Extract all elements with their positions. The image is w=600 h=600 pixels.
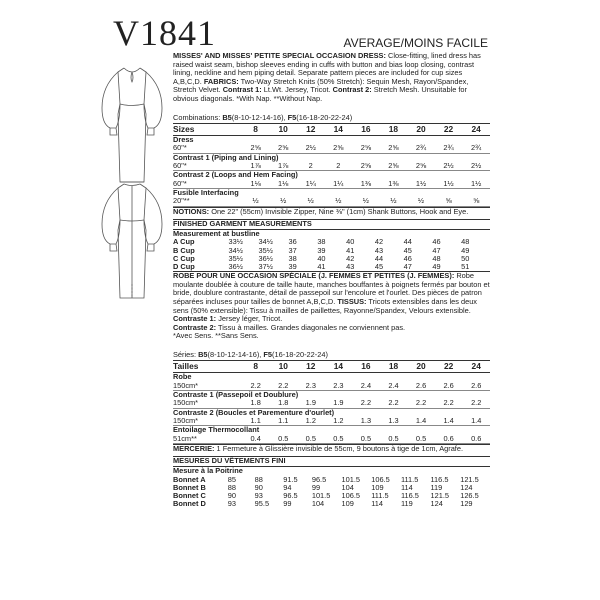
yardage-cell: ½ (380, 197, 408, 206)
yardage-cell: 0.6 (435, 435, 463, 444)
yardage-cell: 1¼ (325, 180, 353, 189)
yardage-row: 150cm* 1.1 1.1 1.2 1.2 1.3 1.3 1.4 1.4 1.4 (173, 417, 490, 426)
fabrics-body: Two-Way Stretch Knits (50% Stretch): Sequin Mesh, Rayon/Spandex, Stretch Velvet. (173, 76, 469, 95)
pattern-info-sheet (173, 52, 490, 508)
yardage-cell: 1½ (462, 180, 490, 189)
yardage-row: 20"** ½ ½ ½ ½ ½ ½ ½ ⅝ ⅝ (173, 197, 490, 206)
measurement-cell: 93 (254, 491, 263, 501)
measurement-cell: 43 (374, 245, 384, 255)
yardage-cell: 2⅝ (380, 144, 408, 153)
yardage-cell: 1.2 (325, 417, 353, 426)
yardage-row: 150cm* 2.2 2.2 2.3 2.3 2.4 2.4 2.6 2.6 2.6 (173, 382, 490, 391)
size-header: 18 (380, 361, 408, 373)
measurement-cell: 47 (432, 245, 441, 255)
measurement-cell: 99 (311, 482, 321, 492)
yardage-cell: 1.8 (242, 399, 270, 408)
yardage-row: 60"* 2⅝ 2⅝ 2½ 2⅝ 2⅝ 2⅝ 2¾ 2¾ 2¾ (173, 144, 490, 153)
french-notions: MERCERIE: 1 Fermeture à Glissière invisible de 55cm, 9 boutons à tige de 1cm, Agrafe. (173, 444, 490, 454)
yardage-cell: 2.2 (462, 399, 490, 408)
yardage-row: 150cm* 1.8 1.8 1.9 1.9 2.2 2.2 2.2 2.2 2.2 (173, 399, 490, 408)
size-header: 16 (352, 361, 380, 373)
measurement-cell: 114 (371, 499, 384, 509)
measurement-cell: 35½ (258, 245, 273, 255)
yardage-cell: 1⅛ (242, 180, 270, 189)
french-measurements-subtitle: Mesure à la Poitrine (173, 466, 243, 476)
yardage-cell: 2.2 (380, 399, 408, 408)
cup-label: D Cup (173, 261, 195, 271)
yardage-cell: ⅝ (435, 197, 463, 206)
measurement-cell: 88 (227, 482, 237, 492)
measurement-cell: 99 (283, 499, 292, 509)
measurement-cell: 47 (403, 261, 412, 271)
french-yardage-table (173, 361, 490, 443)
measurement-cell: 101.5 (341, 474, 361, 484)
yardage-cell: 0.4 (242, 435, 270, 444)
measurement-row (173, 238, 490, 246)
measurement-cell: 124 (460, 482, 473, 492)
size-header: 8 (242, 124, 270, 136)
contrast1-label: Contrast 1: (222, 85, 262, 95)
yardage-cell: 1.3 (352, 417, 380, 426)
measurement-cell: 94 (283, 482, 292, 492)
yardage-section-title: Contraste 1 (Passepoil et Doublure) (173, 390, 299, 400)
measurement-cell: 88 (254, 474, 263, 484)
contrast2-label: Contrast 2: (332, 85, 372, 95)
yardage-cell: 1.3 (380, 417, 408, 426)
measurement-cell: 33½ (228, 237, 243, 247)
measurement-cell: 116.5 (400, 491, 419, 501)
measurement-cell: 119 (430, 482, 443, 492)
yardage-cell: 1¼ (297, 180, 325, 189)
measurement-cell: 45 (374, 261, 384, 271)
measurement-cell: 42 (374, 237, 384, 247)
yardage-section-title: Contraste 2 (Boucles et Parementure d'ourlet) (173, 407, 335, 417)
measurement-cell: 50 (461, 253, 470, 263)
size-header: 8 (242, 361, 270, 373)
measurement-cell: 104 (311, 499, 325, 509)
contrast2-body: Stretch Mesh. Unsuitable for obvious diagonals. *With Nap. **Without Nap. (173, 85, 467, 103)
yardage-cell: 2⅝ (325, 144, 353, 153)
yardage-section-title: Contrast 1 (Piping and Lining) (173, 152, 279, 162)
sizes-header-row: Tailles 8 10 12 14 16 18 20 22 24 (173, 361, 490, 373)
size-header: 10 (269, 124, 297, 136)
yardage-cell: 2.6 (462, 382, 490, 391)
combinations-line: Combinations: B5(8-10-12-14-16), F5(16-18-20-22-24) (173, 114, 490, 125)
size-header: 14 (325, 124, 353, 136)
measurement-cell: 48 (461, 237, 470, 247)
english-yardage-table (173, 124, 490, 206)
measurement-cell: 91.5 (283, 474, 298, 484)
measurement-cell: 101.5 (311, 491, 331, 501)
yardage-cell: 1.9 (297, 399, 325, 408)
measurement-cell: 46 (403, 253, 412, 263)
difficulty-level: AVERAGE/MOINS FACILE (343, 36, 488, 50)
measurement-cell: 34½ (258, 237, 273, 247)
measurement-cell: 39 (317, 245, 326, 255)
measurement-cell: 106.5 (341, 491, 361, 501)
measurement-cell: 126.5 (460, 491, 479, 501)
size-header: 10 (269, 361, 297, 373)
measurement-cell: 43 (346, 261, 355, 271)
yardage-cell: 1.4 (462, 417, 490, 426)
measurement-cell: 121.5 (430, 491, 449, 501)
measurement-cell: 38 (288, 253, 297, 263)
measurement-row (173, 263, 490, 271)
yardage-cell: 1½ (435, 180, 463, 189)
size-header: 22 (435, 361, 463, 373)
french-measurements-table (173, 476, 490, 509)
yardage-cell: 2 (325, 162, 353, 171)
measurement-cell: 121.5 (460, 474, 479, 484)
yardage-section-title: Fusible Interfacing (173, 187, 239, 197)
yardage-cell: 2⅝ (352, 144, 380, 153)
size-header: 18 (380, 124, 408, 136)
measurement-cell: 90 (254, 482, 263, 492)
yardage-cell: 1.4 (435, 417, 463, 426)
measurement-cell: 85 (227, 474, 237, 484)
yardage-cell: 2.2 (435, 399, 463, 408)
yardage-cell: 0.5 (269, 435, 297, 444)
cup-label: A Cup (173, 237, 195, 247)
size-header: 16 (352, 124, 380, 136)
measurement-cell: 129 (460, 499, 473, 509)
yardage-row: 51cm** 0.4 0.5 0.5 0.5 0.5 0.5 0.5 0.6 0.6 (173, 435, 490, 444)
measurement-cell: 95.5 (254, 499, 270, 509)
yardage-row: 60"* 1⅞ 1⅞ 2 2 2⅝ 2⅝ 2⅝ 2½ 2½ (173, 162, 490, 171)
measurement-cell: 116.5 (430, 474, 449, 484)
yardage-cell: 2.4 (380, 382, 408, 391)
yardage-cell: 1⅛ (269, 180, 297, 189)
english-description (173, 52, 490, 104)
yardage-cell: 0.5 (380, 435, 408, 444)
size-header: 24 (462, 124, 490, 136)
yardage-cell: 2.6 (407, 382, 435, 391)
yardage-cell: 2.3 (325, 382, 353, 391)
yardage-cell: 1.8 (269, 399, 297, 408)
yardage-cell: 0.5 (297, 435, 325, 444)
measurement-row (173, 247, 490, 255)
yardage-cell: 2⅝ (269, 144, 297, 153)
measurement-cell: 41 (346, 245, 355, 255)
size-header: 14 (325, 361, 353, 373)
yardage-cell: 2.2 (352, 399, 380, 408)
yardage-section-title: Contrast 2 (Loops and Hem Facing) (173, 170, 298, 180)
measurement-cell: 49 (432, 261, 441, 271)
fabrics-label: FABRICS: (203, 76, 239, 86)
measurement-cell: 49 (461, 245, 470, 255)
measurement-cell: 36½ (258, 253, 273, 263)
measurement-cell: 44 (403, 237, 412, 247)
description-body: Close-fitting, lined dress has raised waist seam, bishop sleeves ending in cuffs with button and bias loop closing, contrast lining, neckline and hem piping detail. Separate pattern pieces are included for cup sizes A,B,C,D. (173, 51, 481, 86)
measurement-cell: 96.5 (311, 474, 327, 484)
size-header: 12 (297, 124, 325, 136)
measurement-cell: 41 (317, 261, 326, 271)
yardage-cell: 2¾ (435, 144, 463, 153)
yardage-cell: 2⅝ (352, 162, 380, 171)
measurement-cell: 114 (400, 482, 413, 492)
yardage-cell: 0.6 (462, 435, 490, 444)
measurement-cell: 104 (341, 482, 354, 492)
measurement-cell: 40 (346, 237, 355, 247)
yardage-cell: 2¾ (462, 144, 490, 153)
english-measurements-table (173, 238, 490, 271)
contrast1-body: Lt.Wt. Jersey, Tricot. (263, 85, 331, 95)
yardage-cell: ⅝ (462, 197, 490, 206)
measurement-cell: 37½ (258, 261, 273, 271)
english-measurements-subtitle: Measurement at bustline (173, 228, 260, 238)
yardage-cell: 1.4 (407, 417, 435, 426)
cup-label: Bonnet C (173, 491, 206, 501)
yardage-cell: 2½ (462, 162, 490, 171)
measurement-cell: 93 (227, 499, 237, 509)
size-header: 22 (435, 124, 463, 136)
size-header: 20 (407, 361, 435, 373)
series-line: Séries: B5(8-10-12-14-16), F5(16-18-20-22-24) (173, 351, 490, 362)
measurement-row (173, 255, 490, 263)
size-header: 24 (462, 361, 490, 373)
english-measurements-title: FINISHED GARMENT MEASUREMENTS (173, 219, 490, 230)
dress-back-sketch (96, 180, 168, 302)
cup-label: Bonnet A (173, 474, 206, 484)
yardage-cell: 1½ (407, 180, 435, 189)
yardage-cell: 0.5 (352, 435, 380, 444)
yardage-cell: 1.2 (297, 417, 325, 426)
measurement-cell: 40 (317, 253, 326, 263)
yardage-cell: ½ (325, 197, 353, 206)
measurement-cell: 124 (430, 499, 443, 509)
yardage-cell: 2⅝ (407, 162, 435, 171)
measurement-row (173, 500, 490, 508)
yardage-cell: 1⅜ (352, 180, 380, 189)
yardage-cell: 2½ (297, 144, 325, 153)
measurement-cell: 45 (403, 245, 412, 255)
yardage-cell: 2.6 (435, 382, 463, 391)
yardage-cell: 1.9 (325, 399, 353, 408)
yardage-cell: 2.2 (269, 382, 297, 391)
cup-label: B Cup (173, 245, 195, 255)
yardage-section-title: Entoilage Thermocollant (173, 425, 260, 435)
cup-label: Bonnet D (173, 499, 206, 509)
measurement-cell: 111.5 (400, 474, 419, 484)
yardage-cell: 1⅜ (380, 180, 408, 189)
description-title: MISSES' AND MISSES' PETITE SPECIAL OCCASION DRESS: (173, 51, 386, 60)
yardage-section-title: Dress (173, 135, 194, 145)
measurement-cell: 35½ (228, 253, 243, 263)
yardage-cell: 2 (297, 162, 325, 171)
measurement-cell: 111.5 (371, 491, 389, 501)
yardage-cell: ½ (352, 197, 380, 206)
measurement-cell: 46 (432, 237, 441, 247)
cup-label: Bonnet B (173, 482, 206, 492)
yardage-cell: 1.1 (242, 417, 270, 426)
measurement-cell: 39 (288, 261, 297, 271)
yardage-cell: 2½ (435, 162, 463, 171)
measurement-cell: 48 (432, 253, 441, 263)
yardage-cell: 2.4 (352, 382, 380, 391)
cup-label: C Cup (173, 253, 195, 263)
french-description: ROBE POUR UNE OCCASION SPÉCIALE (J. FEMMES ET PETITES (J. FEMMES): Robe moulante doublée à couture de taille haute, manches bouffantes à poignets fermés par bouton et bride, doublure contrastante, détail de passepoil sur l'encolure et l'ourlet. Des pièces de patron séparées incluses pour tailles de bonnet A,B,C,D. TISSUS: Tricots extensibles dans les deux sens (50% extensible): Tissu à mailles de paillettes, Rayonne/Spandex, Velours extensible. Contraste 1: Jersey léger, Tricot. Contraste 2: Tissu à mailles. Grandes diagonales ne conviennent pas. *Avec Sens. **Sans Sens. (173, 271, 490, 341)
yardage-cell: 2¾ (407, 144, 435, 153)
yardage-cell: ½ (297, 197, 325, 206)
measurement-cell: 36 (288, 237, 297, 247)
yardage-cell: 1⅞ (269, 162, 297, 171)
measurement-cell: 106.5 (371, 474, 390, 484)
yardage-cell: 2⅝ (380, 162, 408, 171)
french-measurements-title: MESURES DU VÊTEMENTS FINI (173, 456, 490, 467)
measurement-cell: 37 (288, 245, 297, 255)
yardage-row: 60"* 1⅛ 1⅛ 1¼ 1¼ 1⅜ 1⅜ 1½ 1½ 1½ (173, 180, 490, 189)
pattern-number: V1841 (113, 13, 216, 53)
measurement-cell: 34½ (228, 245, 243, 255)
measurement-cell: 42 (346, 253, 355, 263)
size-header: 20 (407, 124, 435, 136)
english-notions: NOTIONS: One 22" (55cm) Invisible Zipper, Nine ⅜" (1cm) Shank Buttons, Hook and Eye. (173, 207, 490, 217)
measurement-cell: 96.5 (283, 491, 298, 501)
measurement-cell: 109 (371, 482, 384, 492)
measurement-cell: 51 (461, 261, 470, 271)
measurement-cell: 36½ (228, 261, 243, 271)
yardage-cell: 2.2 (242, 382, 270, 391)
size-header: 12 (297, 361, 325, 373)
yardage-cell: ½ (269, 197, 297, 206)
yardage-cell: 2.2 (407, 399, 435, 408)
yardage-cell: 2.3 (297, 382, 325, 391)
sizes-header-row: Sizes 8 10 12 14 16 18 20 22 24 (173, 124, 490, 136)
yardage-cell: 1⅞ (242, 162, 270, 171)
measurement-cell: 90 (227, 491, 237, 501)
yardage-section-title: Robe (173, 372, 192, 382)
yardage-cell: ½ (242, 197, 270, 206)
measurement-row (173, 476, 490, 484)
yardage-cell: 0.5 (325, 435, 353, 444)
yardage-cell: 1.1 (269, 417, 297, 426)
measurement-cell: 119 (400, 499, 413, 509)
measurement-cell: 44 (374, 253, 384, 263)
measurement-cell: 109 (341, 499, 354, 509)
yardage-cell: 0.5 (407, 435, 435, 444)
yardage-cell: 2⅝ (242, 144, 270, 153)
measurement-cell: 38 (317, 237, 326, 247)
dress-front-sketch (96, 64, 168, 186)
yardage-cell: ½ (407, 197, 435, 206)
